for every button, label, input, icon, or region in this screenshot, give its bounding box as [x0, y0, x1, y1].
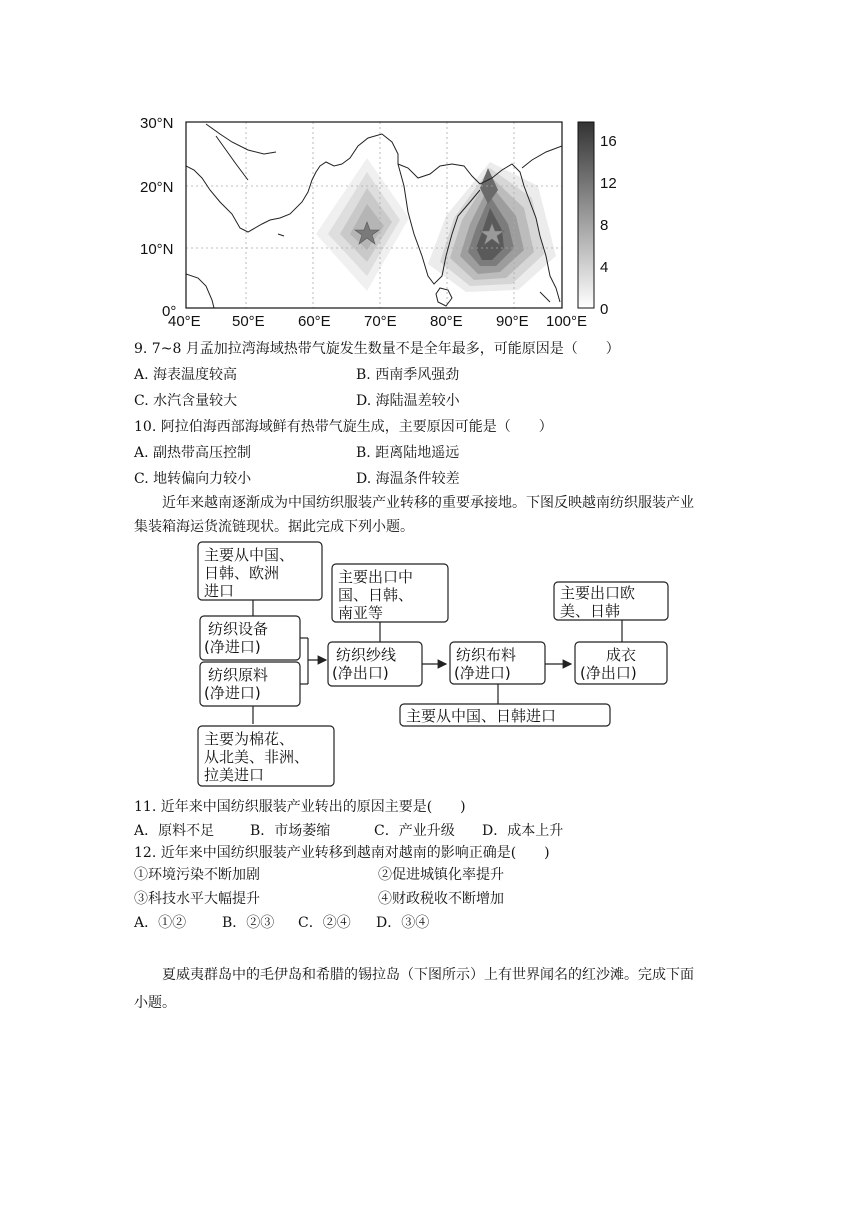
- box-yarn-export-dest: [332, 564, 448, 622]
- svg-text:南亚等: 南亚等: [338, 604, 384, 622]
- question-9-stem: 9. 7~8 月孟加拉湾海域热带气旋发生数量不是全年最多，可能原因是（ ）: [134, 341, 620, 357]
- box-equipment-source: [198, 542, 322, 600]
- intro-vietnam-line1: 近年来越南逐渐成为中国纺织服装产业转移的重要承接地。下图反映越南纺织服装产业: [162, 495, 694, 511]
- x-label-80e: 80°E: [430, 313, 463, 330]
- x-label-70e: 70°E: [364, 313, 397, 330]
- x-label-60e: 60°E: [298, 313, 331, 330]
- y-label-20n: 20°N: [140, 179, 174, 196]
- question-12-item-4: ④财政税收不断增加: [378, 891, 504, 907]
- colorbar-label-12: 12: [600, 175, 617, 192]
- svg-text:纺织布料: 纺织布料: [456, 646, 517, 664]
- box-textile-raw-material: [200, 662, 300, 706]
- question-9-option-c: C. 水汽含量较大: [134, 393, 238, 409]
- svg-text:从北美、非洲、: 从北美、非洲、: [204, 748, 310, 766]
- question-9-option-a: A. 海表温度较高: [134, 367, 238, 383]
- question-9-option-b: B. 西南季风强劲: [356, 367, 460, 383]
- question-12-option-b: B．②③: [222, 915, 275, 931]
- question-12-item-3: ③科技水平大幅提升: [134, 891, 260, 907]
- question-12-option-a: A．①②: [134, 915, 187, 931]
- colorbar-label-4: 4: [600, 259, 609, 276]
- textile-flow-diagram: [190, 538, 680, 790]
- hotspot-arabian-sea: [316, 158, 409, 291]
- question-10-option-a: A. 副热带高压控制: [134, 445, 252, 461]
- question-11-option-c: C．产业升级: [374, 823, 455, 839]
- question-12-option-c: C．②④: [298, 915, 351, 931]
- svg-text:(净进口): (净进口): [204, 638, 261, 656]
- question-9-option-d: D. 海陆温差较小: [356, 393, 460, 409]
- question-11-option-d: D．成本上升: [482, 823, 564, 839]
- svg-text:日韩、欧洲: 日韩、欧洲: [204, 564, 280, 582]
- x-label-40e: 40°E: [168, 313, 201, 330]
- svg-text:主要为棉花、: 主要为棉花、: [204, 730, 295, 748]
- svg-text:(净出口): (净出口): [580, 664, 637, 682]
- question-10-option-c: C. 地转偏向力较小: [134, 471, 252, 487]
- svg-text:拉美进口: 拉美进口: [204, 766, 265, 784]
- question-12-item-1: ①环境污染不断加剧: [134, 867, 260, 883]
- intro-vietnam-line2: 集装箱海运货流链现状。据此完成下列小题。: [134, 519, 414, 535]
- box-textile-fabric: [450, 642, 545, 684]
- svg-text:(净进口): (净进口): [454, 664, 511, 682]
- colorbar-label-8: 8: [600, 217, 609, 234]
- svg-text:(净出口): (净出口): [332, 664, 389, 682]
- question-12-stem: 12. 近年来中国纺织服装产业转移到越南对越南的影响正确是( ): [134, 845, 550, 861]
- box-raw-material-source: [198, 726, 334, 786]
- colorbar-label-16: 16: [600, 133, 617, 150]
- svg-text:纺织原料: 纺织原料: [208, 666, 269, 684]
- question-12-item-2: ②促进城镇化率提升: [378, 867, 504, 883]
- x-label-90e: 90°E: [496, 313, 529, 330]
- box-garment: [575, 642, 667, 684]
- svg-text:主要从中国、: 主要从中国、: [204, 546, 295, 564]
- svg-text:纺织设备: 纺织设备: [208, 620, 269, 638]
- svg-text:美、日韩: 美、日韩: [560, 602, 621, 620]
- svg-text:主要出口欧: 主要出口欧: [560, 584, 636, 602]
- svg-text:进口: 进口: [204, 582, 235, 600]
- cyclone-density-map: [136, 106, 596, 332]
- colorbar-labels: [600, 106, 640, 332]
- x-label-50e: 50°E: [232, 313, 265, 330]
- question-10-option-d: D. 海温条件较差: [356, 471, 460, 487]
- box-fabric-source: [400, 704, 610, 726]
- svg-text:纺织纱线: 纺织纱线: [336, 646, 397, 664]
- intro-red-beach-line2: 小题。: [134, 995, 176, 1011]
- box-garment-dest: [554, 582, 668, 620]
- question-10-stem: 10. 阿拉伯海西部海域鲜有热带气旋生成，主要原因可能是（ ）: [134, 419, 553, 435]
- question-11-stem: 11. 近年来中国纺织服装产业转出的原因主要是( ): [134, 799, 466, 815]
- question-12-option-d: D．③④: [376, 915, 430, 931]
- box-textile-equipment: [200, 616, 300, 660]
- question-10-option-b: B. 距离陆地遥远: [356, 445, 460, 461]
- colorbar: [578, 122, 594, 308]
- svg-text:主要从中国、日韩进口: 主要从中国、日韩进口: [406, 707, 557, 725]
- svg-text:成衣: 成衣: [606, 646, 637, 664]
- y-label-0: 0°: [162, 303, 177, 320]
- svg-text:国、日韩、: 国、日韩、: [338, 586, 414, 604]
- y-label-30n: 30°N: [140, 115, 174, 132]
- x-label-100e: 100°E: [546, 313, 588, 330]
- svg-text:(净进口): (净进口): [204, 684, 261, 702]
- question-11-option-a: A．原料不足: [134, 823, 215, 839]
- intro-red-beach-line1: 夏威夷群岛中的毛伊岛和希腊的锡拉岛（下图所示）上有世界闻名的红沙滩。完成下面: [162, 967, 694, 983]
- box-textile-yarn: [328, 642, 422, 686]
- question-11-option-b: B．市场萎缩: [250, 823, 331, 839]
- y-label-10n: 10°N: [140, 241, 174, 258]
- colorbar-label-0: 0: [600, 301, 609, 318]
- svg-text:主要出口中: 主要出口中: [338, 568, 414, 586]
